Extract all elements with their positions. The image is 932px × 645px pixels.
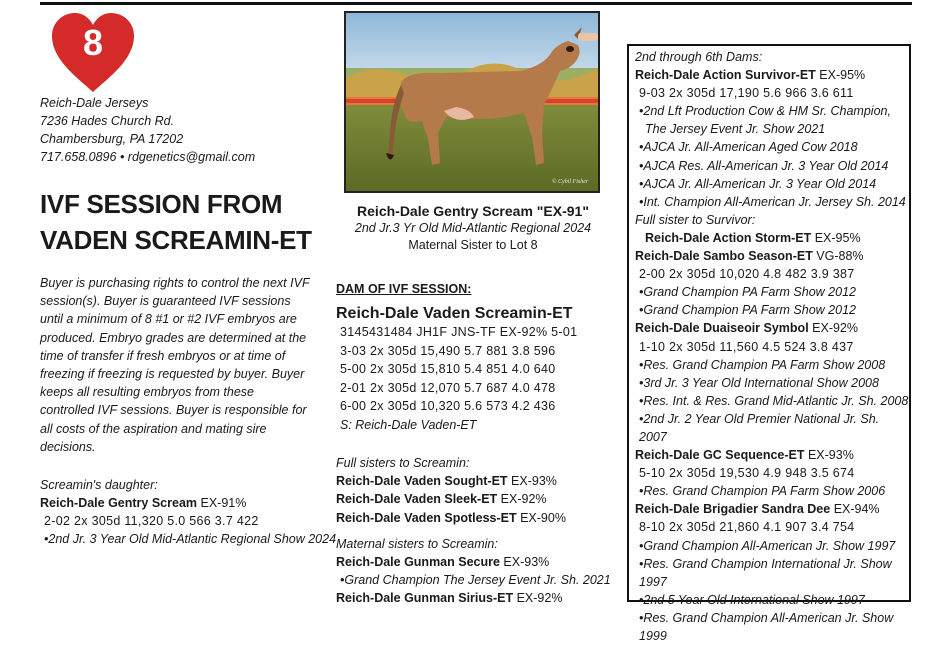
title-line-2: VADEN SCREAMIN-ET bbox=[40, 225, 312, 255]
full-sister-score: EX-92% bbox=[497, 492, 547, 507]
daughter-score: EX-91% bbox=[197, 496, 247, 510]
dam-entry-award: •3rd Jr. 3 Year Old International Show 2008 bbox=[639, 375, 879, 390]
dam-entry-award: •Res. Int. & Res. Grand Mid-Atlantic Jr. Sh. 2008 bbox=[639, 393, 909, 408]
dam-entry-title: Reich-Dale GC Sequence-ET bbox=[635, 448, 805, 463]
dam-entry-name bbox=[635, 446, 910, 464]
daughter-award: •2nd Jr. 3 Year Old Mid-Atlantic Regional Show 2024 bbox=[44, 532, 337, 546]
dam-record: 3-03 2x 305d 15,490 5.7 881 3.8 596 bbox=[340, 343, 556, 358]
maternal-sister-name: Reich-Dale Gunman Sirius-ET bbox=[336, 591, 514, 606]
seller-street: 7236 Hades Church Rd. bbox=[40, 114, 175, 128]
dam-entry-score: EX-95% bbox=[815, 68, 866, 83]
dam-entry-record: 5-10 2x 305d 19,530 4.9 948 3.5 674 bbox=[639, 466, 855, 481]
cow-illustration bbox=[346, 13, 598, 191]
full-sister-item bbox=[336, 472, 626, 490]
dam-record: 5-00 2x 305d 15,810 5.4 851 4.0 640 bbox=[340, 362, 556, 376]
dam-entry-name bbox=[635, 500, 910, 518]
dam-entry-record: 8-10 2x 305d 21,860 4.1 907 3.4 754 bbox=[639, 520, 855, 535]
dam-entry-record: 9-03 2x 305d 17,190 5.6 966 3.6 611 bbox=[639, 86, 854, 101]
full-sisters-label: Full sisters to Screamin: bbox=[336, 456, 470, 470]
storm-label: Full sister to Survivor: bbox=[635, 212, 756, 227]
seller-contact: 717.658.0896 • rdgenetics@gmail.com bbox=[40, 150, 256, 164]
dam-entry-award: •Int. Champion All-American Jr. Jersey Sh. 2014 bbox=[639, 194, 906, 209]
dam-entry-award: The Jersey Event Jr. Show 2021 bbox=[645, 122, 826, 137]
dam-entry-name bbox=[635, 66, 910, 84]
dam-section bbox=[336, 280, 626, 434]
dam-entry-award: •AJCA Res. All-American Jr. 3 Year Old 2014 bbox=[639, 158, 889, 173]
dam-entry-award: •Grand Champion PA Farm Show 2012 bbox=[639, 303, 856, 318]
maternal-sister-award: •Grand Champion The Jersey Event Jr. Sh. 2021 bbox=[340, 573, 611, 588]
sisters-section bbox=[336, 454, 626, 608]
seller-name: Reich-Dale Jerseys bbox=[40, 96, 149, 110]
dam-entry-name bbox=[635, 247, 910, 265]
dam-entry-award: •AJCA Jr. All-American Aged Cow 2018 bbox=[639, 140, 858, 155]
full-sister-name: Reich-Dale Vaden Sleek-ET bbox=[336, 492, 498, 507]
daughter-name-line bbox=[40, 494, 336, 512]
maternal-sister-item bbox=[336, 553, 626, 571]
dam-entry-score: EX-94% bbox=[830, 502, 880, 517]
daughter-section bbox=[40, 476, 336, 548]
maternal-sister-score: EX-93% bbox=[499, 555, 550, 570]
full-sister-item bbox=[336, 509, 626, 527]
dam-entry-award: •Res. Grand Champion PA Farm Show 2006 bbox=[639, 484, 886, 499]
dam-entry-award: •Grand Champion All-American Jr. Show 1997 bbox=[639, 538, 896, 553]
dam-entry-score: EX-95% bbox=[811, 230, 861, 245]
daughter-record: 2-02 2x 305d 11,320 5.0 566 3.7 422 bbox=[44, 514, 259, 528]
dam-entry-name bbox=[635, 319, 910, 337]
daughter-label: Screamin's daughter: bbox=[40, 478, 158, 492]
dam-entry-award: •2nd Lft Production Cow & HM Sr. Champion, bbox=[639, 104, 891, 119]
dam-entry-title: Reich-Dale Sambo Season-ET bbox=[635, 249, 813, 264]
dam-id-line: 3145431484 JH1F JNS-TF EX-92% 5-01 bbox=[340, 325, 578, 339]
dam-record: 2-01 2x 305d 12,070 5.7 687 4.0 478 bbox=[340, 380, 556, 395]
dam-entry-award: •Res. Grand Champion PA Farm Show 2008 bbox=[639, 357, 886, 372]
dam-entry-score: EX-93% bbox=[804, 448, 854, 463]
dam-entry-award: •Res. Grand Champion All-American Jr. Show 1999 bbox=[639, 610, 894, 643]
dam-entry-title: Reich-Dale Action Survivor-ET bbox=[635, 68, 816, 83]
lot-description: Buyer is purchasing rights to control the next IVF session(s). Buyer is guaranteed IVF sessions until a minimum of 8 #1 or #2 IVF embryos are produced. Embryo grades are determined at the time of transfer if fresh embryos or at time of freezing if freezing is requested by buyer. Buyer keeps all resulting embryos from these controlled IVF sessions. Buyer is responsible for all costs of the aspiration and mating sire decisions. bbox=[40, 276, 310, 454]
dams-label: 2nd through 6th Dams: bbox=[635, 50, 763, 64]
seller-city: Chambersburg, PA 17202 bbox=[40, 132, 184, 146]
seller-address bbox=[40, 94, 255, 166]
dam-record: 6-00 2x 305d 10,320 5.6 573 4.2 436 bbox=[340, 399, 556, 413]
dam-entry-score: EX-92% bbox=[808, 321, 859, 336]
daughter-name: Reich-Dale Gentry Scream bbox=[40, 496, 198, 510]
title-line-1: IVF SESSION FROM bbox=[40, 189, 283, 219]
dam-entry-award: •2nd 5 Year Old International Show 1997 bbox=[639, 592, 865, 607]
dam-entry-title: Reich-Dale Brigadier Sandra Dee bbox=[635, 502, 831, 517]
maternal-sister-name: Reich-Dale Gunman Secure bbox=[336, 555, 500, 570]
dam-name: Reich-Dale Vaden Screamin-ET bbox=[336, 304, 573, 322]
dam-entry-award: •2nd Jr. 2 Year Old Premier National Jr. Sh. 2007 bbox=[639, 411, 880, 444]
caption-relation: Maternal Sister to Lot 8 bbox=[408, 238, 538, 252]
maternal-sisters-label: Maternal sisters to Screamin: bbox=[336, 536, 498, 551]
dam-entry-record: 1-10 2x 305d 11,560 4.5 524 3.8 437 bbox=[639, 339, 854, 354]
lot-title bbox=[40, 186, 312, 258]
dam-header: DAM OF IVF SESSION: bbox=[336, 282, 472, 296]
lot-number: 8 bbox=[82, 22, 104, 63]
dam-entry-score: VG-88% bbox=[812, 249, 864, 264]
maternal-sister-item bbox=[336, 589, 626, 607]
dam-entry-title: Reich-Dale Action Storm-ET bbox=[645, 230, 812, 245]
maternal-sister-score: EX-92% bbox=[513, 591, 563, 606]
top-rule bbox=[40, 2, 912, 5]
caption-award: 2nd Jr.3 Yr Old Mid-Atlantic Regional 2024 bbox=[354, 221, 592, 235]
cow-photo bbox=[344, 11, 600, 193]
dam-entry-award: •Res. Grand Champion International Jr. Show 1997 bbox=[639, 556, 892, 589]
caption-name: Reich-Dale Gentry Scream "EX-91" bbox=[357, 203, 589, 219]
full-sister-score: EX-90% bbox=[516, 510, 566, 525]
full-sister-name: Reich-Dale Vaden Sought-ET bbox=[336, 474, 508, 489]
dam-entry-title: Reich-Dale Duaiseoir Symbol bbox=[635, 321, 809, 336]
dam-entry-name bbox=[635, 229, 910, 247]
photo-caption bbox=[332, 203, 614, 254]
photo-signature: © Cybil Fisher bbox=[552, 179, 589, 185]
full-sister-score: EX-93% bbox=[507, 474, 557, 489]
dams-list bbox=[635, 48, 910, 645]
dam-entry-award: •AJCA Jr. All-American Jr. 3 Year Old 2014 bbox=[639, 176, 877, 191]
full-sister-item bbox=[336, 490, 626, 508]
dam-sire: S: Reich-Dale Vaden-ET bbox=[340, 417, 477, 432]
dam-entry-record: 2-00 2x 305d 10,020 4.8 482 3.9 387 bbox=[639, 267, 855, 282]
full-sister-name: Reich-Dale Vaden Spotless-ET bbox=[336, 510, 517, 525]
dam-entry-award: •Grand Champion PA Farm Show 2012 bbox=[639, 285, 856, 300]
